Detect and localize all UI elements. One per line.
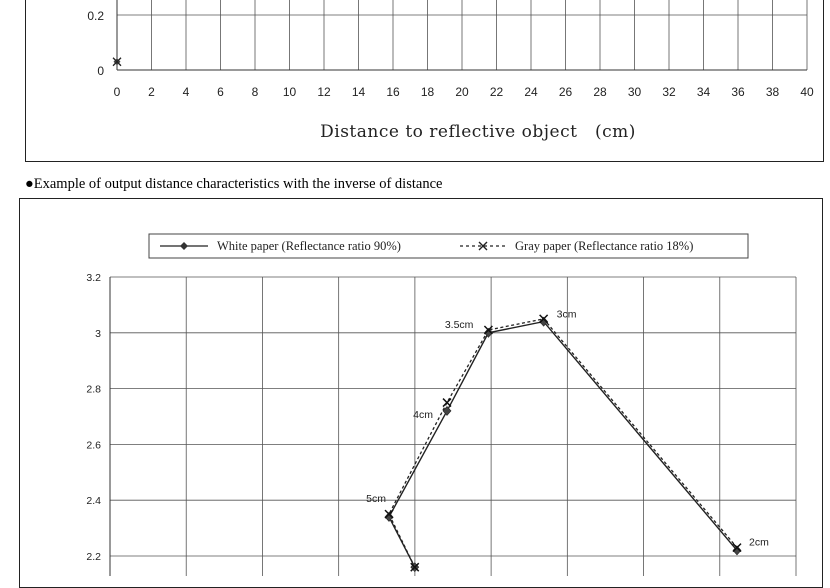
y-tick-label: 2.8 (86, 383, 101, 396)
y-tick-label: 0.2 (87, 9, 104, 23)
x-tick-label: 32 (662, 85, 676, 99)
x-tick-label: 38 (765, 85, 780, 99)
x-tick-label: 22 (489, 85, 504, 99)
data-point-gray-paper (443, 399, 451, 407)
x-tick-label: 20 (455, 85, 469, 99)
series-line-gray-paper (389, 319, 737, 567)
x-tick-label: 10 (282, 85, 297, 99)
y-tick-label: 3 (95, 327, 101, 340)
legend-label-white: White paper (Reflectance ratio 90%) (217, 239, 401, 253)
y-tick-label: 2.2 (86, 551, 101, 563)
y-tick-label: 3.2 (86, 272, 101, 284)
x-tick-label: 16 (386, 85, 400, 99)
point-label: 2cm (749, 536, 769, 549)
x-tick-label: 18 (420, 85, 435, 99)
x-tick-label: 8 (251, 85, 259, 99)
x-tick-label: 12 (317, 85, 331, 99)
y-tick-label: 2.6 (86, 439, 101, 452)
point-label: 5cm (366, 492, 386, 505)
point-label: 4cm (413, 408, 433, 421)
y-tick-label: 2.4 (86, 495, 101, 508)
x-tick-label: 2 (148, 85, 155, 99)
legend-label-gray: Gray paper (Reflectance ratio 18%) (515, 239, 694, 253)
x-tick-label: 28 (593, 85, 607, 99)
section-heading: ●Example of output distance characteristics with the inverse of distance (25, 176, 443, 192)
x-tick-label: 34 (696, 85, 711, 99)
x-axis-title: Distance to reflective object (cm) (320, 122, 636, 142)
x-tick-label: 14 (351, 85, 366, 99)
y-tick-label: 0 (97, 64, 104, 78)
x-tick-label: 40 (800, 85, 814, 99)
point-label: 3.5cm (444, 318, 474, 331)
x-tick-label: 6 (217, 85, 224, 99)
x-tick-label: 24 (524, 85, 538, 99)
legend (149, 234, 748, 258)
x-tick-label: 30 (627, 85, 642, 99)
x-tick-label: 26 (558, 85, 573, 99)
x-tick-label: 36 (731, 85, 745, 99)
point-label: 3cm (556, 308, 577, 321)
x-tick-label: 4 (182, 85, 190, 99)
x-tick-label: 0 (113, 85, 121, 99)
